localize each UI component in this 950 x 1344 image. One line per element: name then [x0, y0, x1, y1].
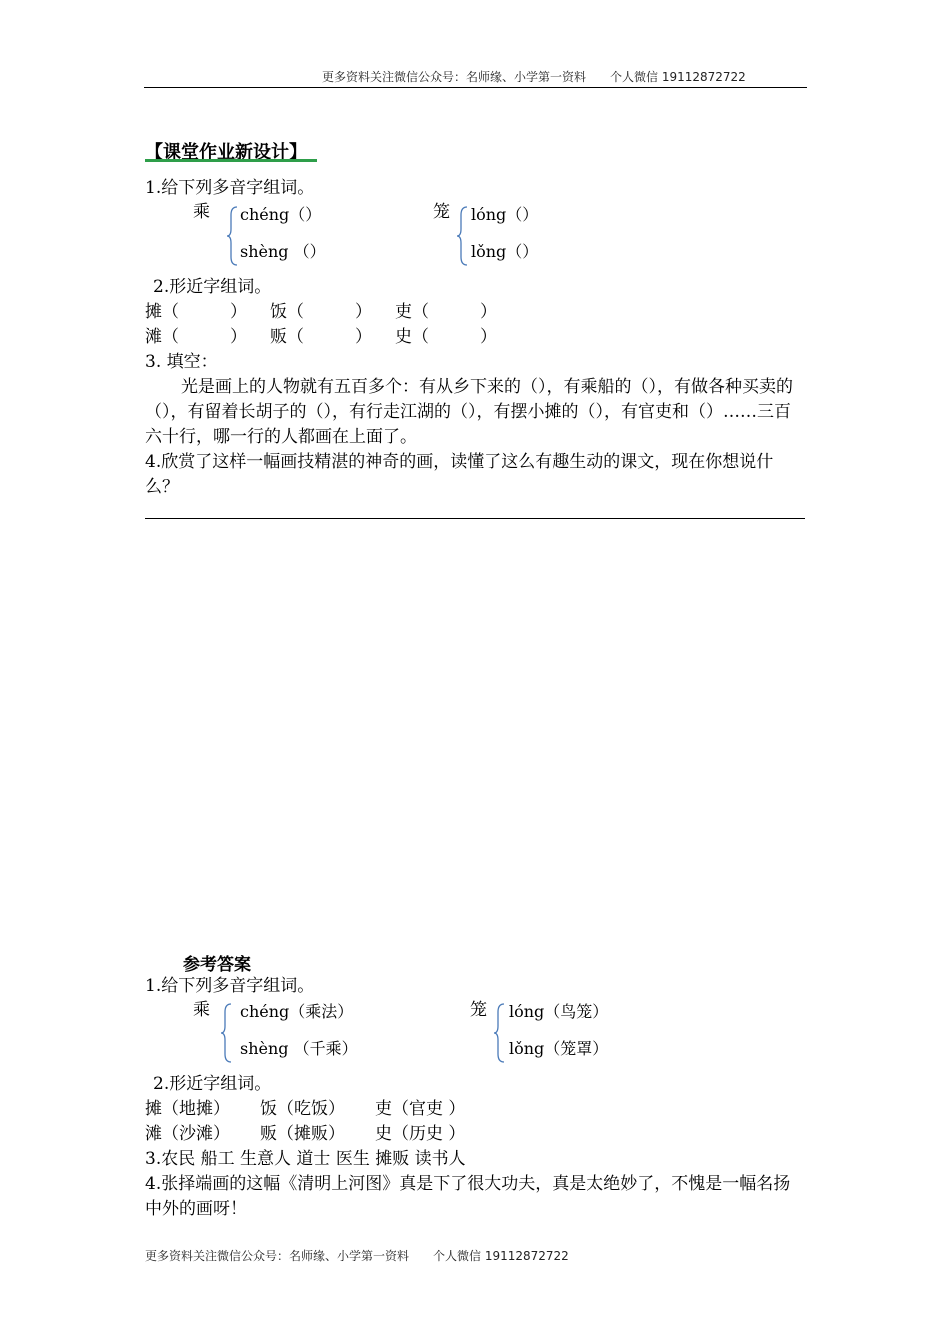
- q1-brace-1: [226, 205, 240, 267]
- q2-row2-item1: 滩（ ）: [145, 327, 247, 347]
- answers-q4: 4.张择端画的这幅《清明上河图》真是下了很大功夫，真是太绝妙了，不愧是一幅名扬中外的画呀！: [145, 1174, 791, 1219]
- q2-row2-item3: 史（ ）: [395, 327, 497, 347]
- answers-q1-brace-2: [493, 1002, 507, 1064]
- q3-paragraph: 光是画上的人物就有五百多个：有从乡下来的（），有乘船的（），有做各种买卖的（），有留着长胡子的（），有行走江湖的（），有摆小摊的（），有官吏和（）……三百六十行，哪一行的人都画在上面了。: [145, 377, 793, 447]
- q1-char-long: 笼: [433, 202, 450, 222]
- q4-answer-line: [145, 518, 805, 519]
- answers-q2-row1-item3: 吏（官吏 ）: [375, 1099, 466, 1119]
- answers-q1-pinyin-long: lóng（鸟笼）: [509, 1002, 609, 1021]
- q2-row1-item1: 摊（ ）: [145, 302, 247, 322]
- answers-q1-brace-1: [220, 1002, 234, 1064]
- answers-q1-char-long: 笼: [470, 1000, 487, 1020]
- q2-label: 2.形近字组词。: [153, 277, 272, 297]
- answers-q2-row2-item3: 史（历史 ）: [375, 1124, 466, 1144]
- page-footer: 更多资料关注微信公众号：名师缘、小学第一资料 个人微信 19112872722: [145, 1249, 569, 1263]
- section-title-underline: [145, 159, 317, 162]
- answers-q2-row1-item1: 摊（地摊）: [145, 1099, 230, 1119]
- answers-q2-row2-item2: 贩（摊贩）: [260, 1124, 345, 1144]
- q1-char-cheng: 乘: [193, 202, 210, 222]
- q2-row1-item2: 饭（ ）: [270, 302, 372, 322]
- q2-row2-item2: 贩（ ）: [270, 327, 372, 347]
- answers-title: 参考答案: [183, 955, 251, 975]
- q1-pinyin-sheng: shèng （）: [240, 242, 326, 261]
- page-header: 更多资料关注微信公众号：名师缘、小学第一资料 个人微信 19112872722: [322, 70, 746, 84]
- answers-q3: 3.农民 船工 生意人 道士 医生 摊贩 读书人: [145, 1149, 466, 1169]
- q2-row1-item3: 吏（ ）: [395, 302, 497, 322]
- answers-q2-row2-item1: 滩（沙滩）: [145, 1124, 230, 1144]
- q1-pinyin-cheng: chéng（）: [240, 205, 322, 224]
- answers-q1-pinyin-long3: lǒng（笼罩）: [509, 1039, 609, 1058]
- q1-label: 1.给下列多音字组词。: [145, 178, 315, 198]
- q4-question: 4.欣赏了这样一幅画技精湛的神奇的画，读懂了这么有趣生动的课文，现在你想说什么？: [145, 452, 774, 497]
- answers-q1-pinyin-cheng: chéng（乘法）: [240, 1002, 354, 1021]
- section-title: 【课堂作业新设计】: [145, 142, 307, 163]
- q1-pinyin-long: lóng（）: [471, 205, 539, 224]
- answers-q1-label: 1.给下列多音字组词。: [145, 976, 315, 996]
- answers-q1-char-cheng: 乘: [193, 1000, 210, 1020]
- q1-brace-2: [456, 205, 470, 267]
- answers-q2-label: 2.形近字组词。: [153, 1074, 272, 1094]
- q1-pinyin-long3: lǒng（）: [471, 242, 539, 261]
- header-divider: [144, 87, 807, 88]
- answers-q1-pinyin-sheng: shèng （千乘）: [240, 1039, 358, 1058]
- q3-label: 3. 填空：: [145, 352, 218, 372]
- answers-q2-row1-item2: 饭（吃饭）: [260, 1099, 345, 1119]
